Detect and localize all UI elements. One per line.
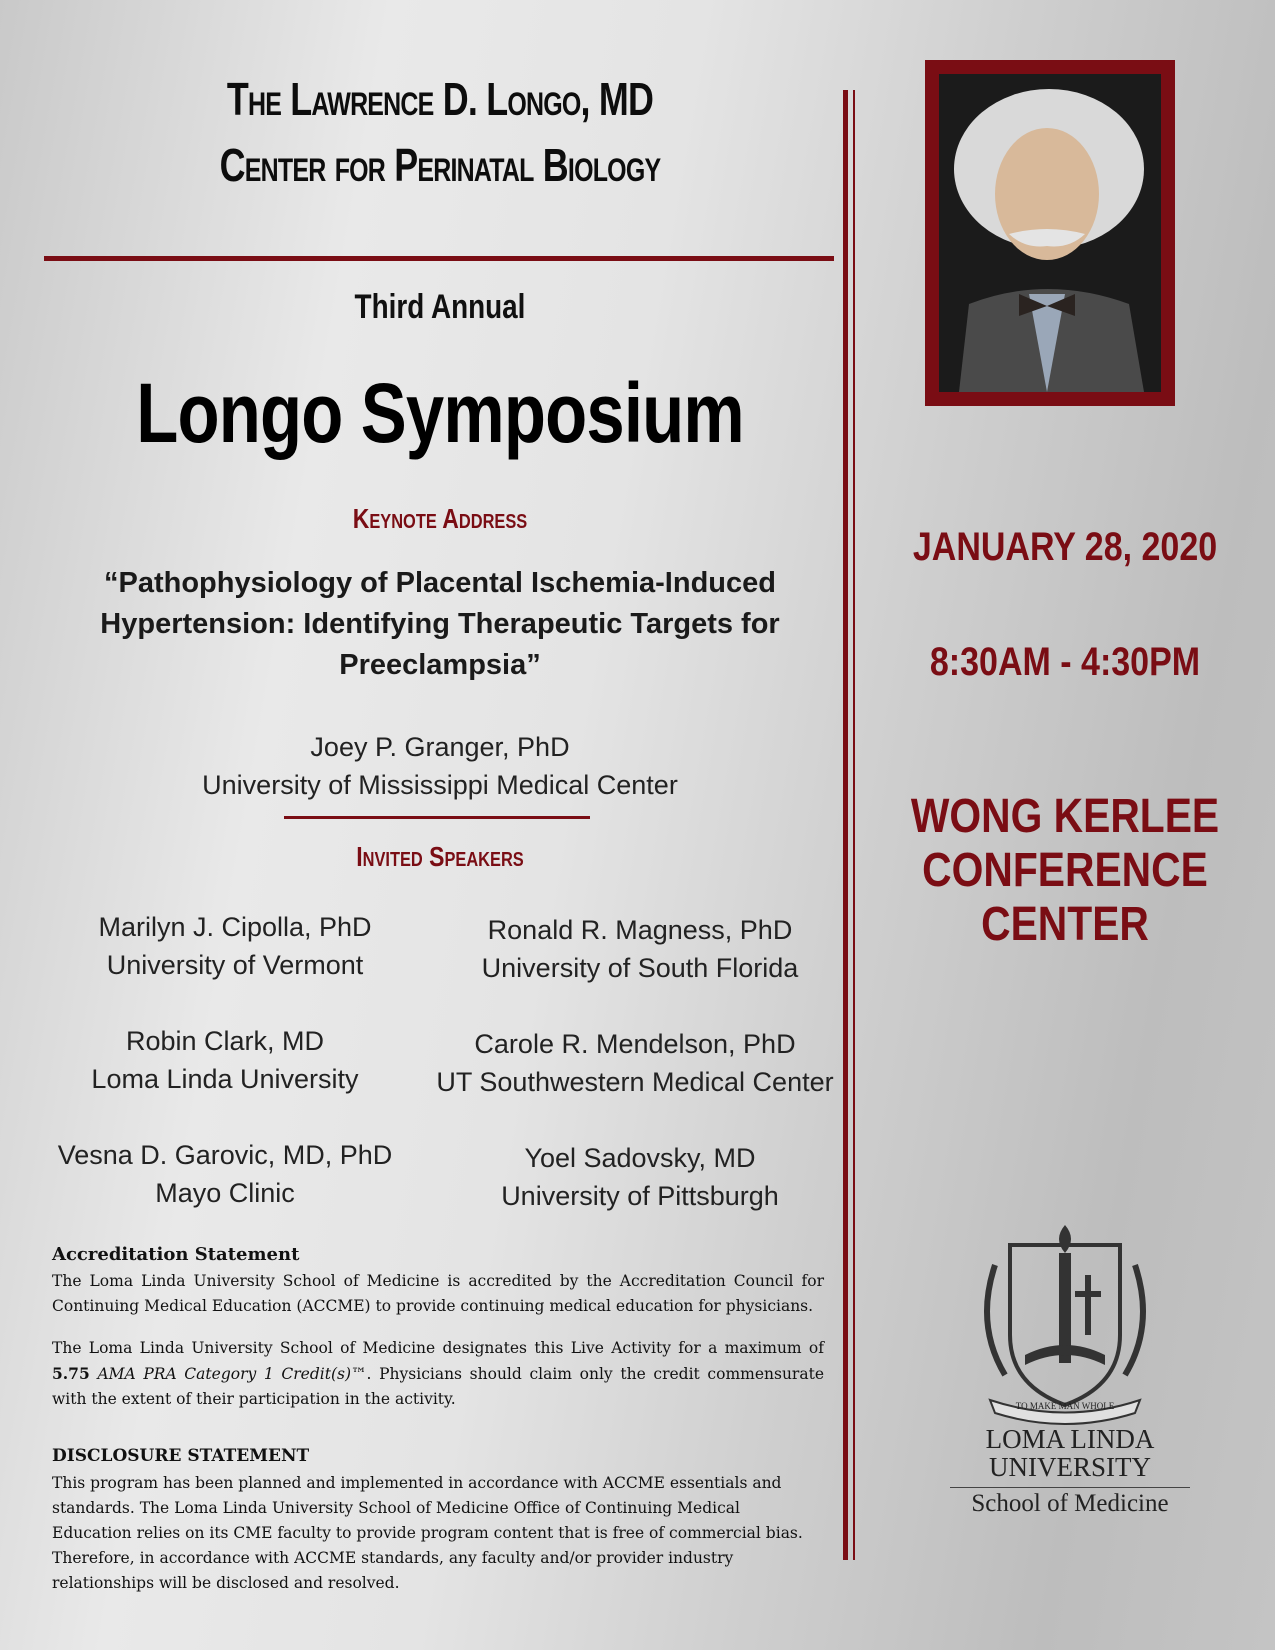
speaker-name: Marilyn J. Cipolla, PhD xyxy=(98,912,372,942)
vertical-divider xyxy=(843,90,848,1560)
keynote-title-line-1: “Pathophysiology of Placental Ischemia-Induced xyxy=(104,567,776,599)
invited-heading: Invited Speakers xyxy=(356,841,524,872)
keynote-title xyxy=(60,563,820,686)
speaker-card xyxy=(440,911,840,987)
speaker-card xyxy=(30,1022,420,1098)
speaker-name: Ronald R. Magness, PhD xyxy=(487,915,793,945)
keynote-speaker xyxy=(40,728,840,804)
credit-category: AMA PRA Category 1 Credit(s)™ xyxy=(97,1365,367,1383)
keynote-title-line-3: Preeclampsia” xyxy=(339,649,541,681)
event-time: 8:30AM - 4:30PM xyxy=(929,640,1201,684)
accreditation-paragraph-2 xyxy=(52,1336,824,1412)
speaker-name: Robin Clark, MD xyxy=(125,1026,325,1056)
header-divider xyxy=(44,256,834,261)
accreditation-text-b: . Physicians should claim only the credit commensurate with the extent of their participation in the activity. xyxy=(52,1365,824,1408)
title-line-1: The Lawrence D. Longo, MD xyxy=(226,73,654,125)
speaker-name: Yoel Sadovsky, MD xyxy=(524,1143,756,1173)
university-name-line-2: UNIVERSITY xyxy=(989,1452,1151,1482)
venue-line-2: CONFERENCE xyxy=(922,844,1208,897)
speaker-affiliation: University of South Florida xyxy=(481,953,799,983)
event-venue xyxy=(908,790,1223,952)
title-line-2: Center for Perinatal Biology xyxy=(219,139,661,191)
venue-line-1: WONG KERLEE xyxy=(910,790,1220,843)
speaker-affiliation: UT Southwestern Medical Center xyxy=(436,1067,834,1097)
school-name: School of Medicine xyxy=(971,1490,1169,1517)
keynote-divider xyxy=(284,816,590,819)
portrait-illustration xyxy=(939,74,1161,392)
keynote-speaker-name: Joey P. Granger, PhD xyxy=(310,732,570,762)
event-edition: Third Annual xyxy=(354,288,526,326)
logo-divider xyxy=(950,1487,1190,1488)
seal-motto: TO MAKE MAN WHOLE xyxy=(1015,1401,1115,1411)
speaker-card xyxy=(425,1025,845,1101)
speaker-affiliation: University of Vermont xyxy=(106,950,364,980)
keynote-heading: Keynote Address xyxy=(352,503,528,534)
keynote-speaker-affiliation: University of Mississippi Medical Center xyxy=(202,770,678,800)
event-title: Longo Symposium xyxy=(136,366,744,460)
speaker-name: Carole R. Mendelson, PhD xyxy=(474,1029,796,1059)
university-seal-icon xyxy=(965,1225,1165,1425)
event-date: JANUARY 28, 2020 xyxy=(912,525,1218,569)
disclosure-body: This program has been planned and implemented in accordance with ACCME essentials and standards. The Loma Linda University School of Medicine Office of Continuing Medical Education relies on its CME faculty to provide program content that is free of commercial bias. Therefore, in accordance with ACCME standards, any faculty and/or provider industry relationships will be disclosed and resolved. xyxy=(52,1474,803,1592)
vertical-divider-thin xyxy=(853,90,855,1560)
speaker-name: Vesna D. Garovic, MD, PhD xyxy=(57,1140,393,1170)
accreditation-text-a: The Loma Linda University School of Medicine designates this Live Activity for a maximum of xyxy=(52,1339,824,1357)
keynote-title-line-2: Hypertension: Identifying Therapeutic Targets for xyxy=(100,608,780,640)
portrait-photo xyxy=(939,74,1161,392)
accreditation-heading: Accreditation Statement xyxy=(52,1244,300,1265)
speaker-affiliation: Mayo Clinic xyxy=(155,1178,295,1208)
university-seal xyxy=(965,1225,1165,1425)
speaker-affiliation: University of Pittsburgh xyxy=(501,1181,779,1211)
university-name-line-1: LOMA LINDA xyxy=(985,1424,1155,1454)
speaker-card xyxy=(440,1139,840,1215)
speaker-card xyxy=(30,1136,420,1212)
venue-line-3: CENTER xyxy=(981,898,1149,951)
disclosure-heading: DISCLOSURE STATEMENT xyxy=(52,1446,310,1466)
speaker-card xyxy=(40,908,430,984)
credit-amount: 5.75 xyxy=(52,1364,90,1383)
speaker-affiliation: Loma Linda University xyxy=(91,1064,359,1094)
accreditation-paragraph-1: The Loma Linda University School of Medicine is accredited by the Accreditation Council for Continuing Medical Education (ACCME) to provide continuing medical education for physicians. xyxy=(52,1272,824,1315)
university-name xyxy=(920,1425,1220,1481)
